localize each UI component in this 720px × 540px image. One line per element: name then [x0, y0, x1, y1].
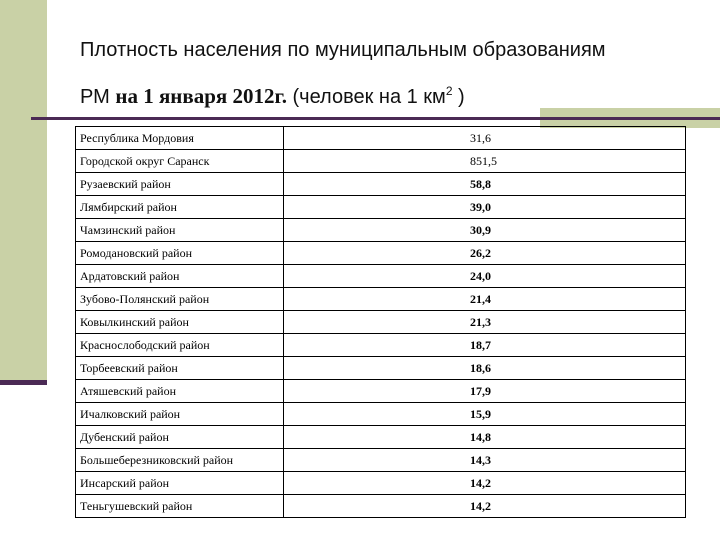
density-value-cell: 14,8 — [284, 426, 686, 449]
density-value-cell: 31,6 — [284, 127, 686, 150]
region-name-cell: Ромодановский район — [76, 242, 284, 265]
table-row — [76, 426, 686, 449]
region-name-cell: Ковылкинский район — [76, 311, 284, 334]
table-row — [76, 380, 686, 403]
density-value-cell: 26,2 — [284, 242, 686, 265]
table-row — [76, 265, 686, 288]
density-value-cell: 17,9 — [284, 380, 686, 403]
table-row — [76, 150, 686, 173]
table-row — [76, 196, 686, 219]
table-row — [76, 127, 686, 150]
table-body — [76, 127, 686, 518]
density-value-cell: 39,0 — [284, 196, 686, 219]
density-value-cell: 14,3 — [284, 449, 686, 472]
region-name-cell: Краснослободский район — [76, 334, 284, 357]
density-value-cell: 851,5 — [284, 150, 686, 173]
density-value-cell: 58,8 — [284, 173, 686, 196]
density-value-cell: 21,4 — [284, 288, 686, 311]
table-row — [76, 495, 686, 518]
density-value-cell: 14,2 — [284, 472, 686, 495]
table-row — [76, 219, 686, 242]
density-value-cell: 18,7 — [284, 334, 686, 357]
table-row — [76, 288, 686, 311]
region-name-cell: Чамзинский район — [76, 219, 284, 242]
region-name-cell: Ардатовский район — [76, 265, 284, 288]
density-value-cell: 24,0 — [284, 265, 686, 288]
table-row — [76, 311, 686, 334]
region-name-cell: Зубово-Полянский район — [76, 288, 284, 311]
density-value-cell: 15,9 — [284, 403, 686, 426]
title-line-1: Плотность населения по муниципальным образованиям — [80, 39, 606, 61]
region-name-cell: Городской округ Саранск — [76, 150, 284, 173]
title-unit-superscript: 2 — [445, 84, 453, 98]
region-name-cell: Ичалковский район — [76, 403, 284, 426]
region-name-cell: Рузаевский район — [76, 173, 284, 196]
table-row — [76, 357, 686, 380]
region-name-cell: Дубенский район — [76, 426, 284, 449]
region-name-cell: Инсарский район — [76, 472, 284, 495]
title-unit-close: ) — [452, 86, 465, 108]
density-value-cell: 30,9 — [284, 219, 686, 242]
region-name-cell: Большеберезниковский район — [76, 449, 284, 472]
region-name-cell: Лямбирский район — [76, 196, 284, 219]
slide-title — [80, 30, 700, 117]
density-value-cell: 21,3 — [284, 311, 686, 334]
table-row — [76, 449, 686, 472]
region-name-cell: Атяшевский район — [76, 380, 284, 403]
table-row — [76, 334, 686, 357]
title-unit: (человек на 1 км — [286, 86, 446, 108]
title-divider — [31, 117, 720, 120]
title-prefix: РМ — [80, 86, 116, 108]
table-row — [76, 173, 686, 196]
table-row — [76, 242, 686, 265]
region-name-cell: Республика Мордовия — [76, 127, 284, 150]
table-row — [76, 472, 686, 495]
region-name-cell: Торбеевский район — [76, 357, 284, 380]
title-date: на 1 января 2012г. — [115, 84, 287, 108]
decorative-left-underline — [0, 380, 47, 385]
decorative-left-bar — [0, 0, 47, 385]
population-density-table — [75, 126, 686, 518]
density-value-cell: 14,2 — [284, 495, 686, 518]
density-value-cell: 18,6 — [284, 357, 686, 380]
title-line-2 — [80, 76, 700, 117]
region-name-cell: Теньгушевский район — [76, 495, 284, 518]
table-row — [76, 403, 686, 426]
